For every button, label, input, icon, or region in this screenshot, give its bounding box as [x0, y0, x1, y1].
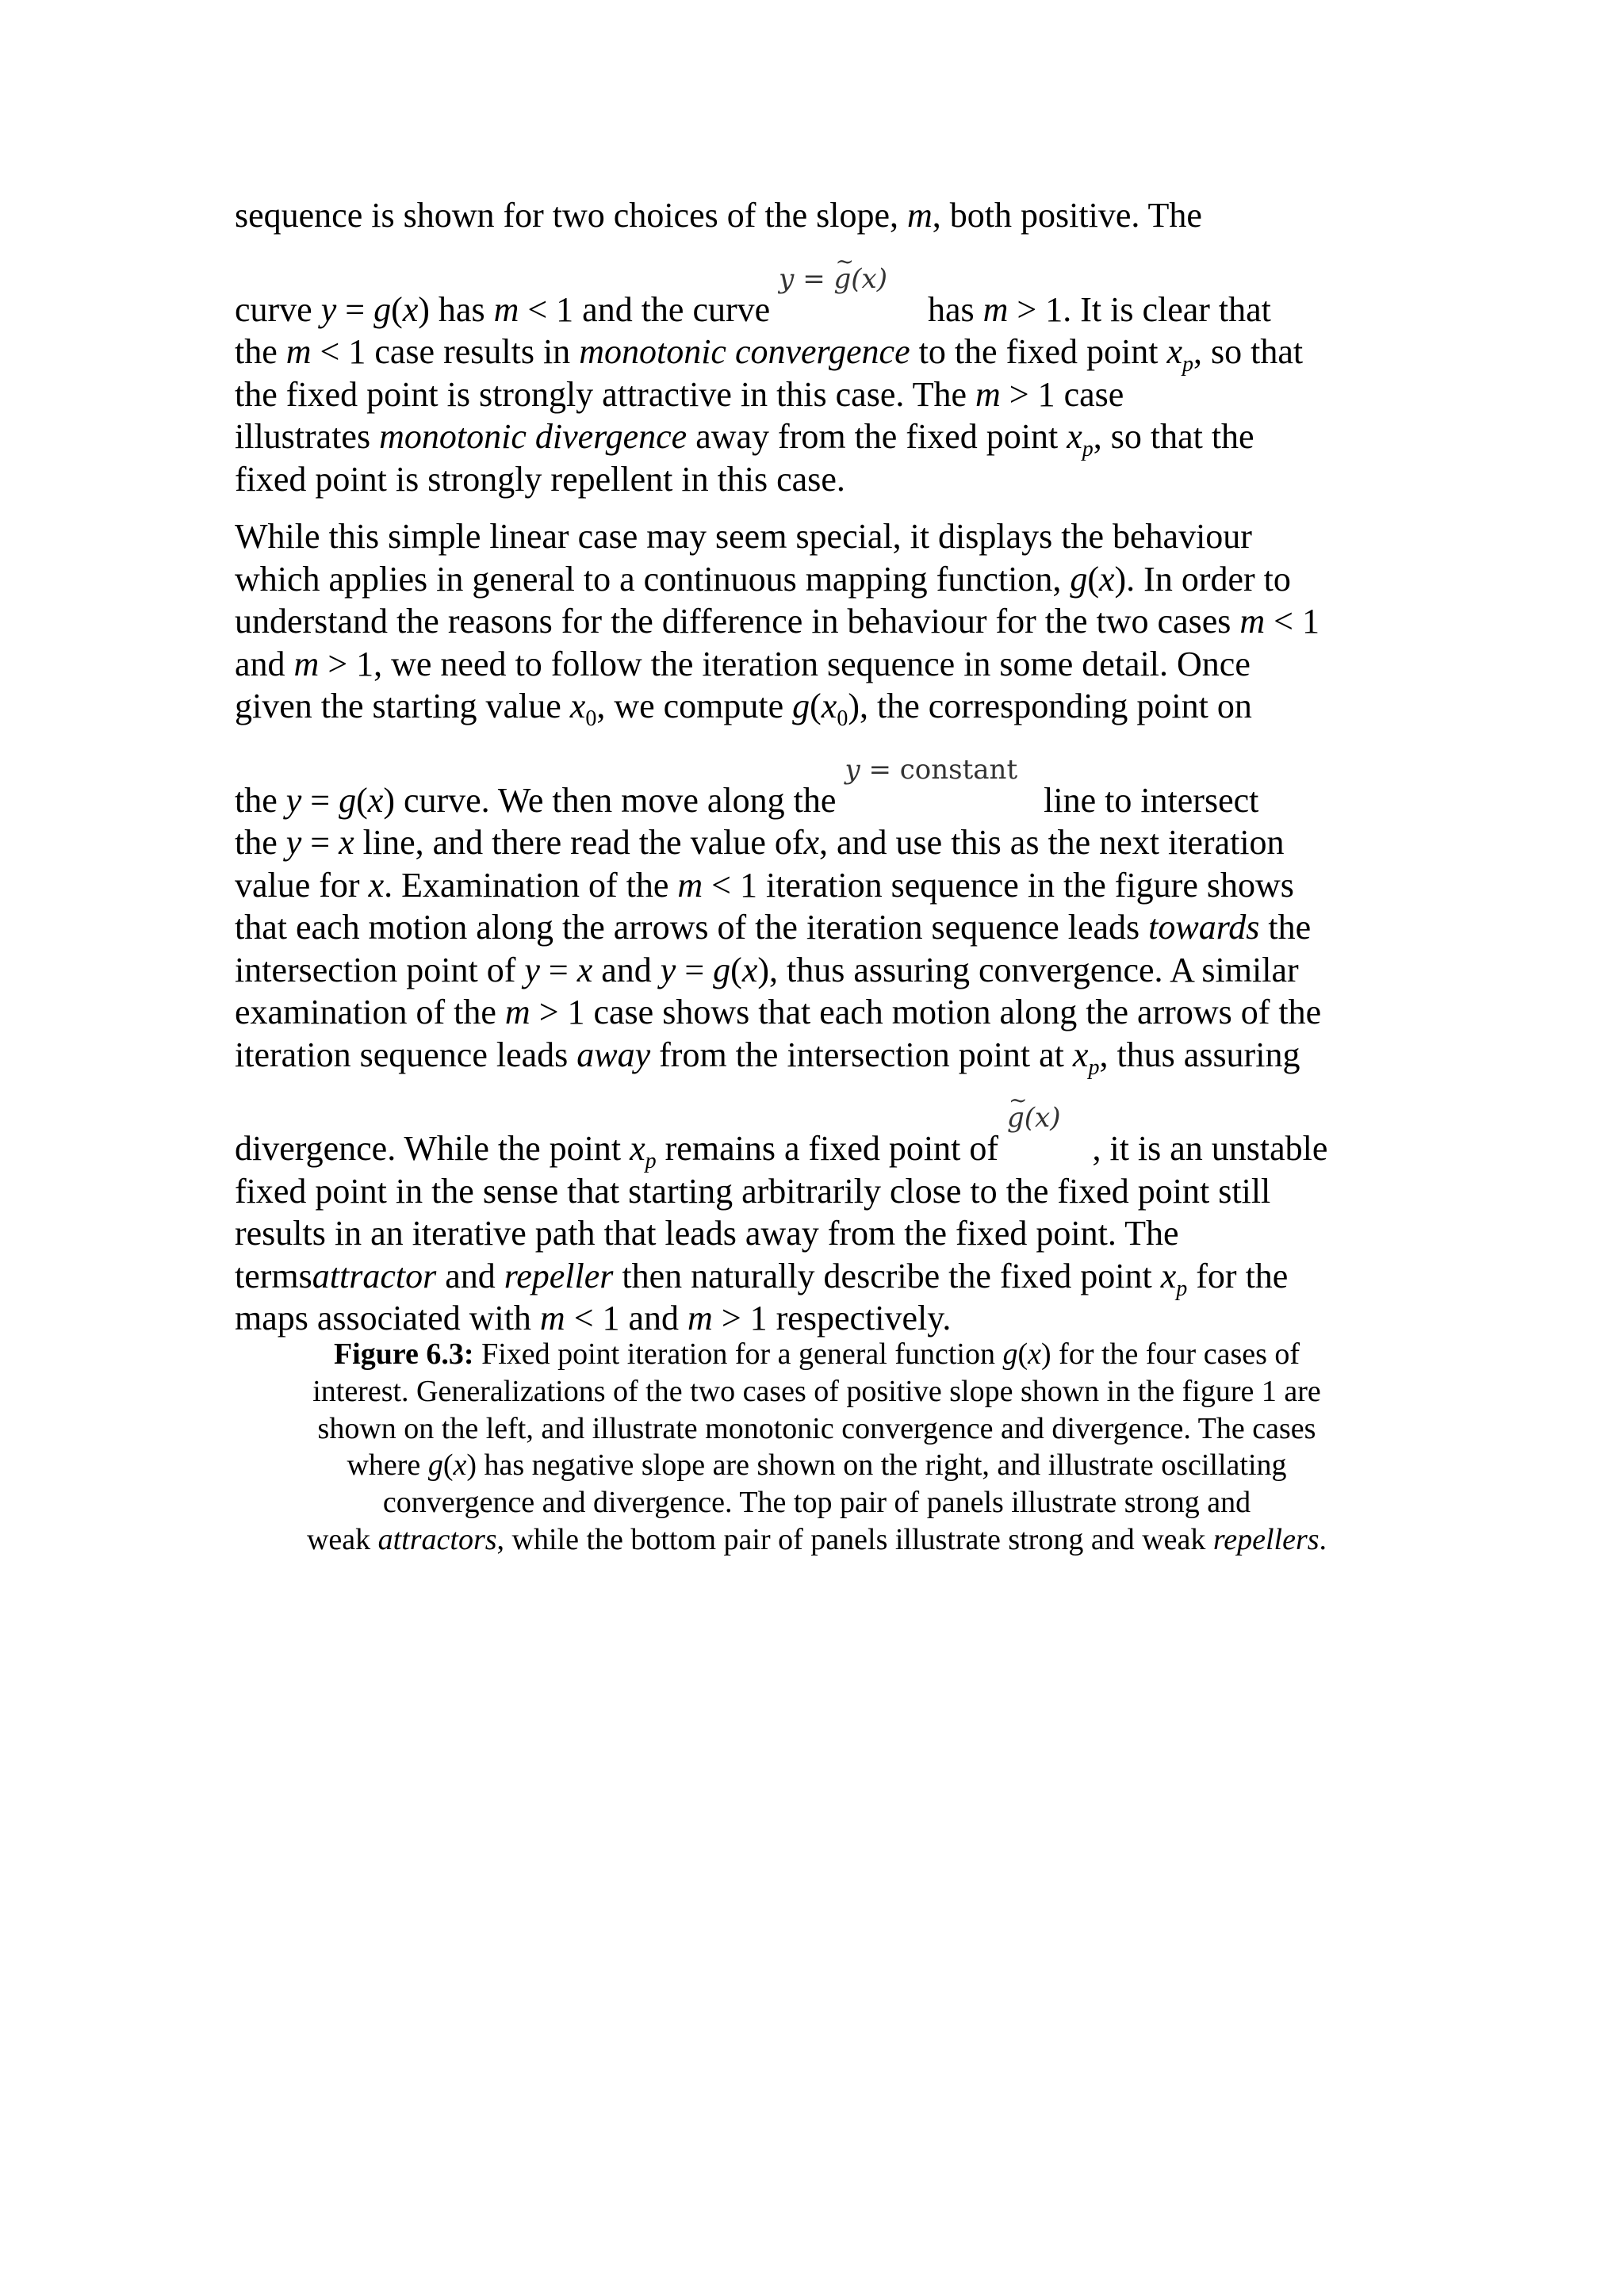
caption-line: Figure 6.3: Fixed point iteration for a general function g(x) for the four cases of [333, 1337, 1300, 1371]
text-line: termsattractor and repeller then naturally describe the fixed point $x_p$ for the [235, 1256, 1289, 1301]
text-line: results in an iterative path that leads away from the fixed point. The [235, 1214, 1179, 1253]
text-line: fixed point is strongly repellent in this case. [235, 459, 845, 499]
caption-line: interest. Generalizations of the two cases of positive slope shown in the figure 1 are [312, 1374, 1321, 1408]
paragraph-slope-cases [235, 194, 1408, 500]
figure-label: Figure 6.3: [333, 1337, 474, 1371]
text-line: that each motion along the arrows of the iteration sequence leads towards the [235, 908, 1312, 947]
text-line: value for x. Examination of the m < 1 iteration sequence in the figure shows [235, 865, 1294, 905]
text-line: the y = x line, and there read the value ofx, and use this as the next iteration [235, 823, 1285, 862]
text-line: the fixed point is strongly attractive in this case. The m > 1 case [235, 374, 1124, 414]
math-y-equals-g-tilde: y = g ~(x) [779, 266, 887, 293]
text-line: fixed point in the sense that starting arbitrarily close to the fixed point still [235, 1171, 1271, 1211]
text-line: and m > 1, we need to follow the iteration sequence in some detail. Once [235, 644, 1251, 683]
math-g-tilde-of-x: g ~(x) [1007, 1104, 1060, 1131]
text-line: examination of the m > 1 case shows that each motion along the arrows of the [235, 993, 1322, 1031]
text-line: divergence. While the point $x_p$ remains a fixed point of g ~(x), it is an unstable [235, 1104, 1408, 1170]
text-line: curve y = g(x) has m < 1 and the curve y = g ~(x) has m > 1. It is clear that [235, 266, 1408, 331]
figure-caption [246, 1336, 1388, 1559]
text-line: the m < 1 case results in monotonic convergence to the fixed point $x_p$, so that [235, 332, 1304, 377]
text-line: intersection point of y = x and y = g(x), thus assuring convergence. A similar [235, 950, 1299, 989]
text-line: which applies in general to a continuous mapping function, g(x). In order to [235, 559, 1291, 599]
math-y-equals-constant: y = constant [845, 753, 1018, 786]
text-line: given the starting value $x_0$, we compute $g(x_0)$, the corresponding point on [235, 687, 1252, 731]
caption-line: shown on the left, and illustrate monotonic convergence and divergence. The cases [317, 1411, 1316, 1445]
caption-line: weak attractors, while the bottom pair of panels illustrate strong and weak repellers. [306, 1522, 1327, 1556]
text-line: maps associated with m < 1 and m > 1 respectively. [235, 1299, 952, 1337]
paragraph-iteration-explanation [235, 515, 1408, 1340]
text-line: While this simple linear case may seem special, it displays the behaviour [235, 517, 1252, 556]
text-line: understand the reasons for the difference in behaviour for the two cases m < 1 [235, 602, 1320, 641]
text-line: the y = g(x) curve. We then move along the y = constant line to intersect [235, 753, 1259, 820]
caption-line: where g(x) has negative slope are shown on the right, and illustrate oscillating [347, 1448, 1287, 1483]
caption-line: convergence and divergence. The top pair of panels illustrate strong and [382, 1486, 1251, 1520]
text-line: illustrates monotonic divergence away from the fixed point $x_p$, so that the [235, 417, 1254, 461]
text-line: sequence is shown for two choices of the slope, m, both positive. The [235, 196, 1202, 235]
text-line: iteration sequence leads away from the intersection point at $x_p$, thus assuring [235, 1035, 1300, 1080]
